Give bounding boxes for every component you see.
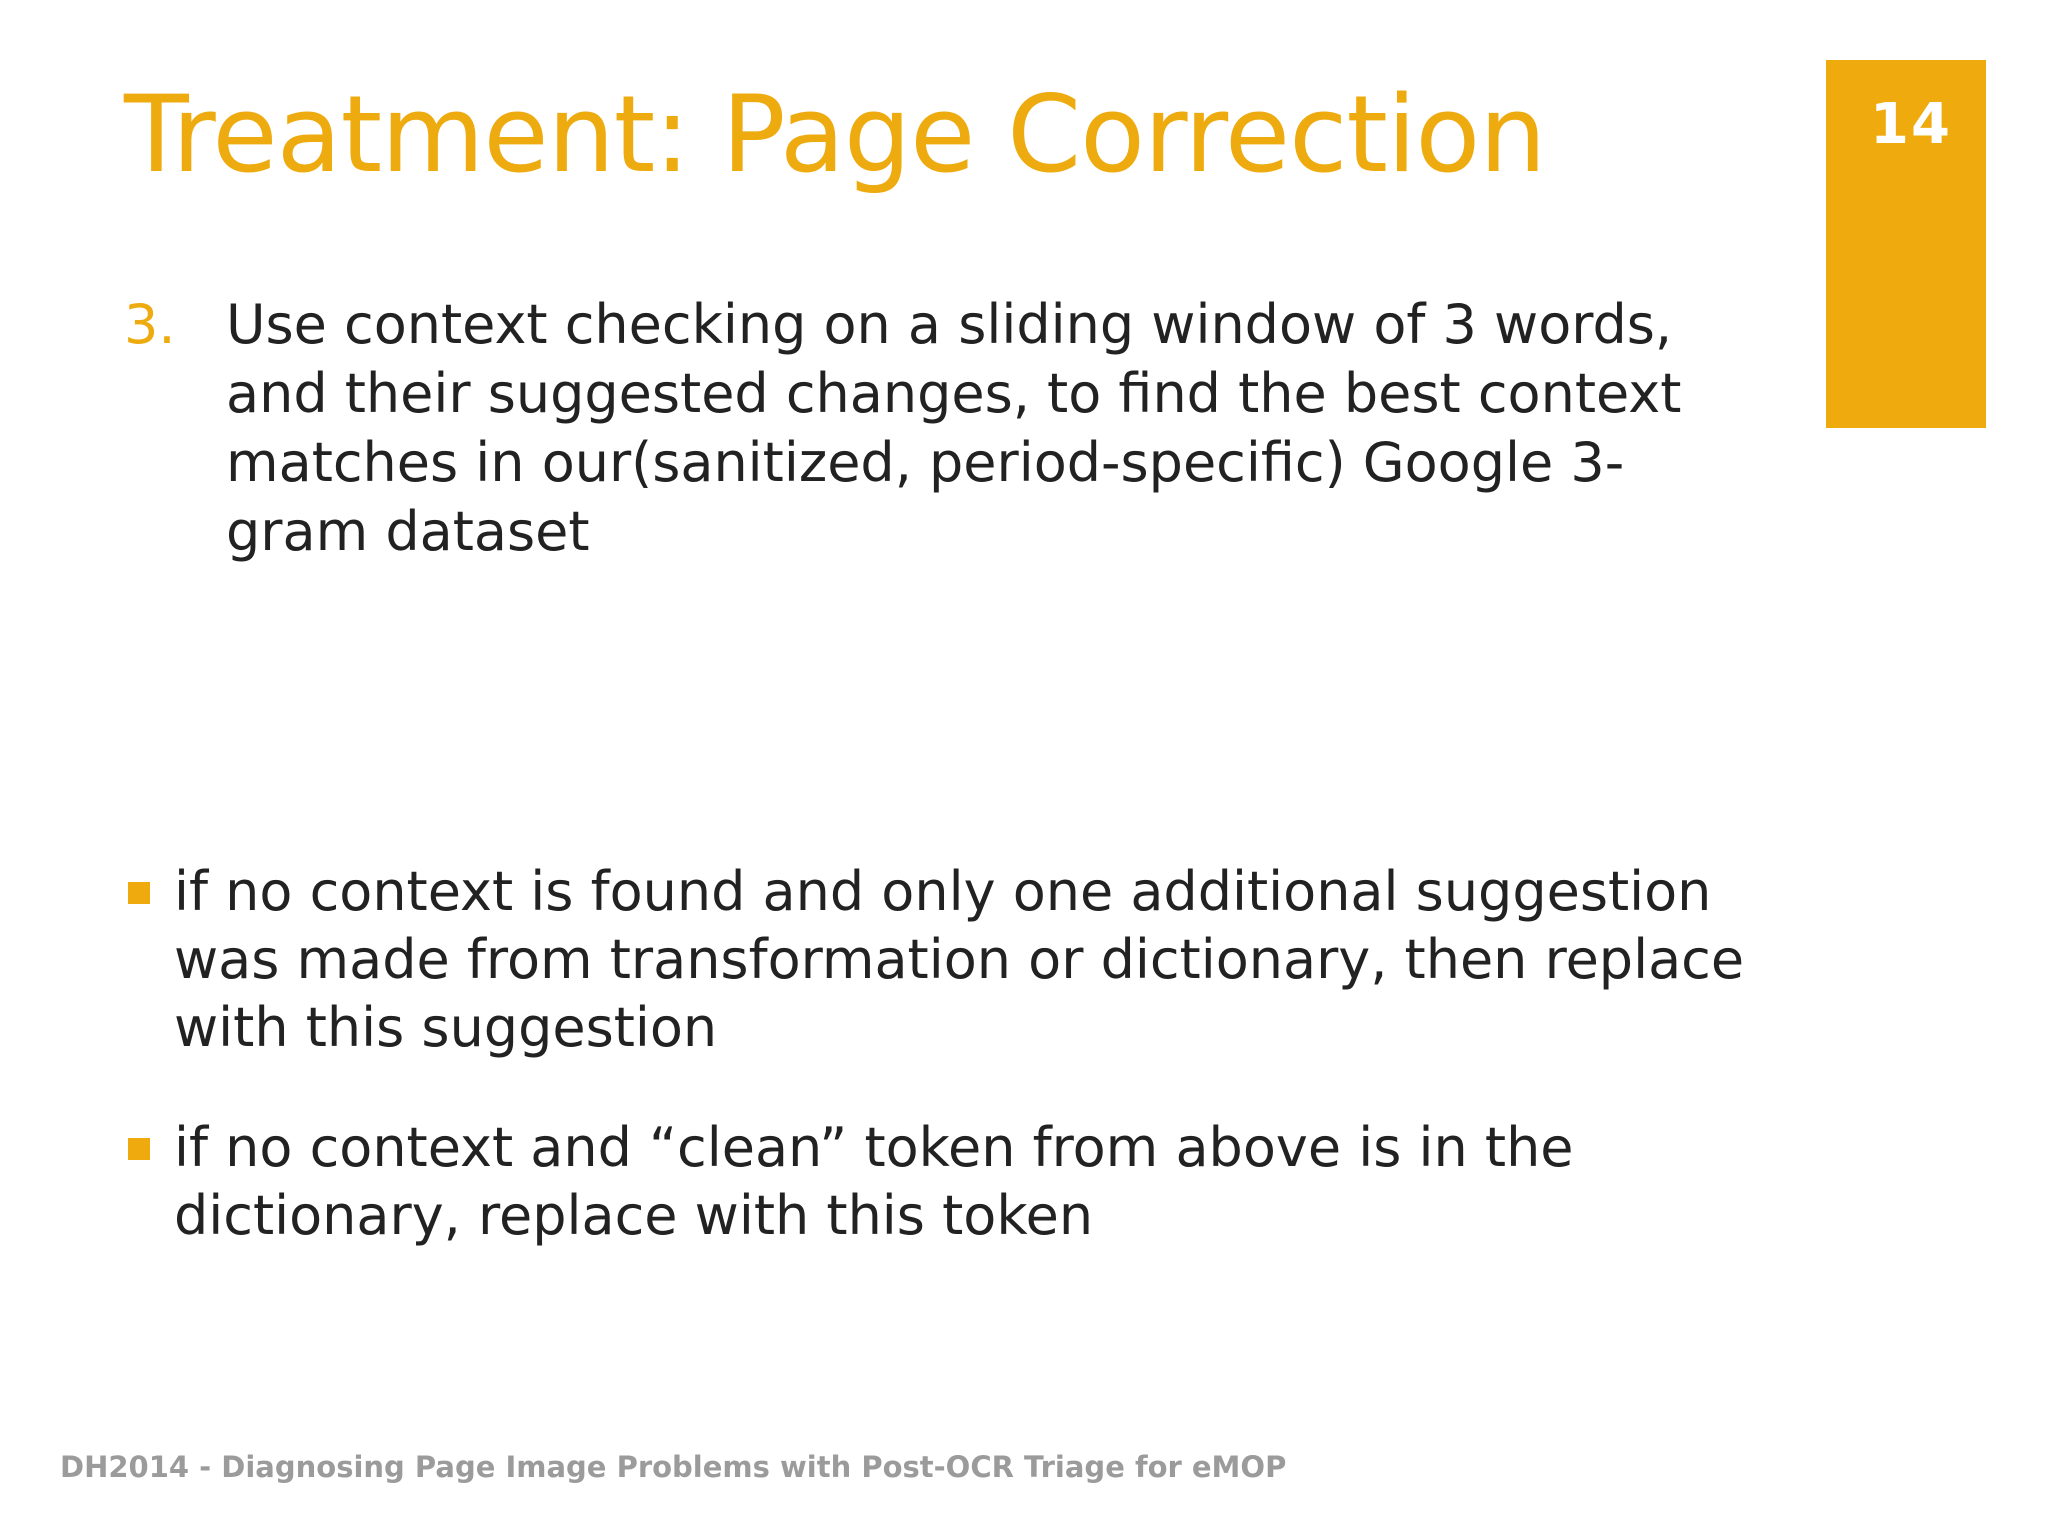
list-item-number: 3. <box>124 293 176 356</box>
square-bullet-icon <box>128 882 150 904</box>
page-number: 14 <box>1870 92 1952 157</box>
slide-footer: DH2014 - Diagnosing Page Image Problems with Post-OCR Triage for eMOP <box>60 1450 1287 1484</box>
list-item-text: Use context checking on a sliding window of 3 words, and their suggested changes, to find the best context matches in our(sanitized, period-specific) Google 3-gram dataset <box>226 293 1682 563</box>
bullet-text: if no context is found and only one additional suggestion was made from transformation or dictionary, then replace with this suggestion <box>174 860 1745 1059</box>
page-number-tab <box>1826 60 1986 428</box>
square-bullet-icon <box>128 1138 150 1160</box>
slide-title: Treatment: Page Correction <box>124 73 1546 196</box>
bullet-text: if no context and “clean” token from above is in the dictionary, replace with this token <box>174 1116 1574 1247</box>
